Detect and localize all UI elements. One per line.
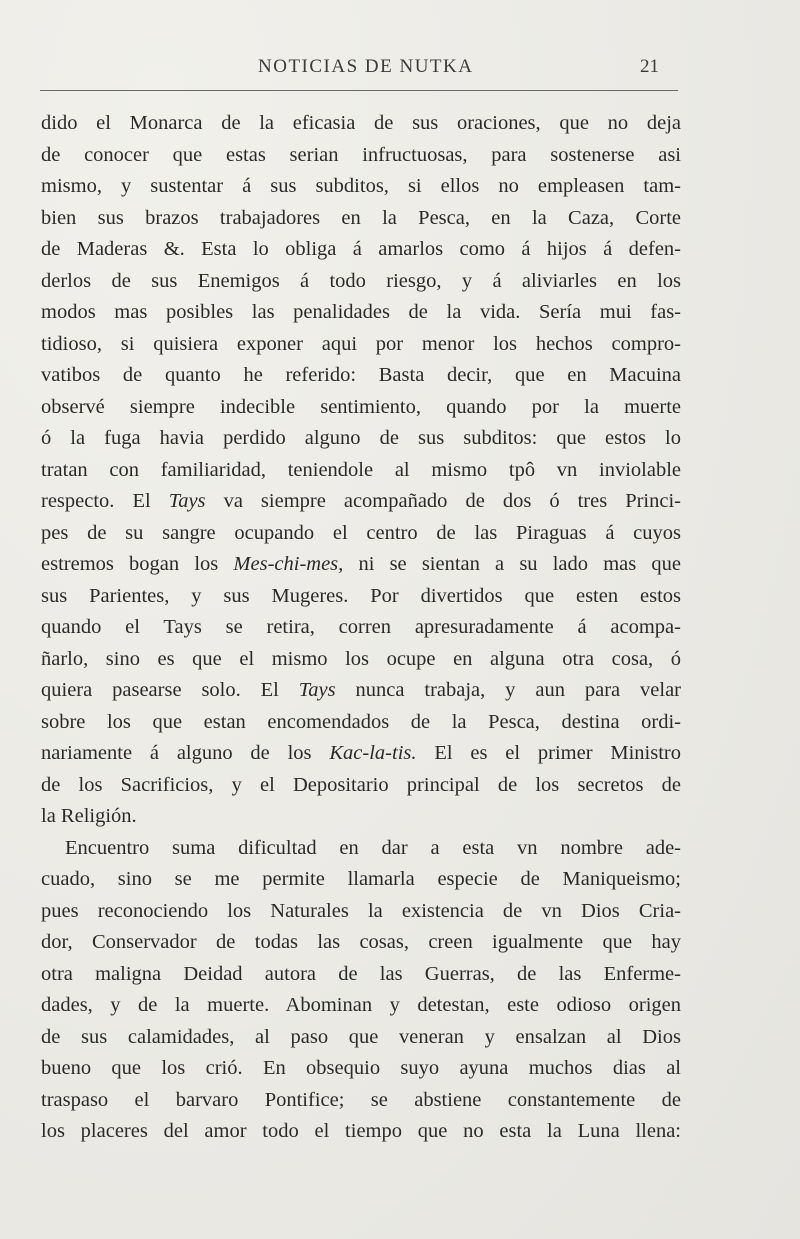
italic-term: Kac-la-tis. <box>329 742 417 764</box>
text-line: dido el Monarca de la eficasia de sus oraciones, que no deja <box>41 112 681 134</box>
text-line: traspaso el barvaro Pontifice; se abstiene constantemente de <box>41 1088 681 1111</box>
text-segment: nunca trabaja, y aun para velar <box>335 679 681 701</box>
italic-term: Mes-chi-mes, <box>233 553 344 575</box>
text-line: tratan con familiaridad, teniendole al mismo tpô vn inviolable <box>41 458 681 481</box>
text-line: la Religión. <box>41 805 137 827</box>
text-line: derlos de sus Enemigos á todo riesgo, y á aliviarles en los <box>41 269 681 292</box>
text-line: ñarlo, sino es que el mismo los ocupe en alguna otra cosa, ó <box>41 647 681 670</box>
text-line: modos mas posibles las penalidades de la vida. Sería mui fas- <box>41 301 681 323</box>
text-segment: El es el primer Ministro <box>416 742 681 764</box>
header-rule <box>40 90 678 91</box>
text-line: dor, Conservador de todas las cosas, creen igualmente que hay <box>41 931 681 953</box>
text-line: ó la fuga havia perdido alguno de sus subditos: que estos lo <box>41 427 681 449</box>
text-line <box>41 486 681 518</box>
text-line: otra maligna Deidad autora de las Guerras, de las Enferme- <box>41 962 681 985</box>
page-number: 21 <box>640 56 659 77</box>
text-segment: quiera pasearse solo. El <box>41 679 299 701</box>
text-line: vatibos de quanto he referido: Basta decir, que en Macuina <box>41 364 681 386</box>
text-line: quando el Tays se retira, corren apresuradamente á acompa- <box>41 616 681 638</box>
text-line: cuado, sino se me permite llamarla especie de Maniqueismo; <box>41 868 681 890</box>
text-line: de Maderas &. Esta lo obliga á amarlos como á hijos á defen- <box>41 238 681 260</box>
text-segment: nariamente á alguno de los <box>41 742 330 764</box>
body-text <box>41 108 681 1148</box>
text-line: tidioso, si quisiera exponer aqui por menor los hechos compro- <box>41 332 681 355</box>
text-line: dades, y de la muerte. Abominan y detestan, este odioso origen <box>41 994 681 1016</box>
running-head: NOTICIAS DE NUTKA <box>258 56 474 77</box>
text-line: Encuentro suma dificultad en dar a esta vn nombre ade- <box>65 836 681 859</box>
italic-term: Tays <box>168 490 206 512</box>
text-line: pues reconociendo los Naturales la existencia de vn Dios Cria- <box>41 899 681 922</box>
text-line: sus Parientes, y sus Mugeres. Por divertidos que esten estos <box>41 584 681 607</box>
text-line: bien sus brazos trabajadores en la Pesca, en la Caza, Corte <box>41 206 681 229</box>
page-header <box>0 56 800 86</box>
text-line <box>41 675 681 707</box>
text-segment: estremos bogan los <box>41 553 234 575</box>
text-line: los placeres del amor todo el tiempo que no esta la Luna llena: <box>41 1120 681 1142</box>
text-line <box>41 738 681 770</box>
text-line: de conocer que estas serian infructuosas, para sostenerse asi <box>41 143 681 166</box>
text-segment: respecto. El <box>41 490 169 512</box>
text-line: de sus calamidades, al paso que veneran y ensalzan al Dios <box>41 1025 681 1048</box>
text-segment: va siempre acompañado de dos ó tres Princi- <box>205 490 682 512</box>
text-line: pes de su sangre ocupando el centro de las Piraguas á cuyos <box>41 521 681 544</box>
text-line: de los Sacrificios, y el Depositario principal de los secretos de <box>41 773 681 796</box>
text-line: observé siempre indecible sentimiento, quando por la muerte <box>41 395 681 418</box>
italic-term: Tays <box>298 679 336 701</box>
text-line: sobre los que estan encomendados de la Pesca, destina ordi- <box>41 710 681 733</box>
text-segment: ni se sientan a su lado mas que <box>343 553 681 575</box>
text-line <box>41 549 681 581</box>
text-line: mismo, y sustentar á sus subditos, si ellos no empleasen tam- <box>41 175 681 197</box>
text-line: bueno que los crió. En obsequio suyo ayuna muchos dias al <box>41 1057 681 1079</box>
